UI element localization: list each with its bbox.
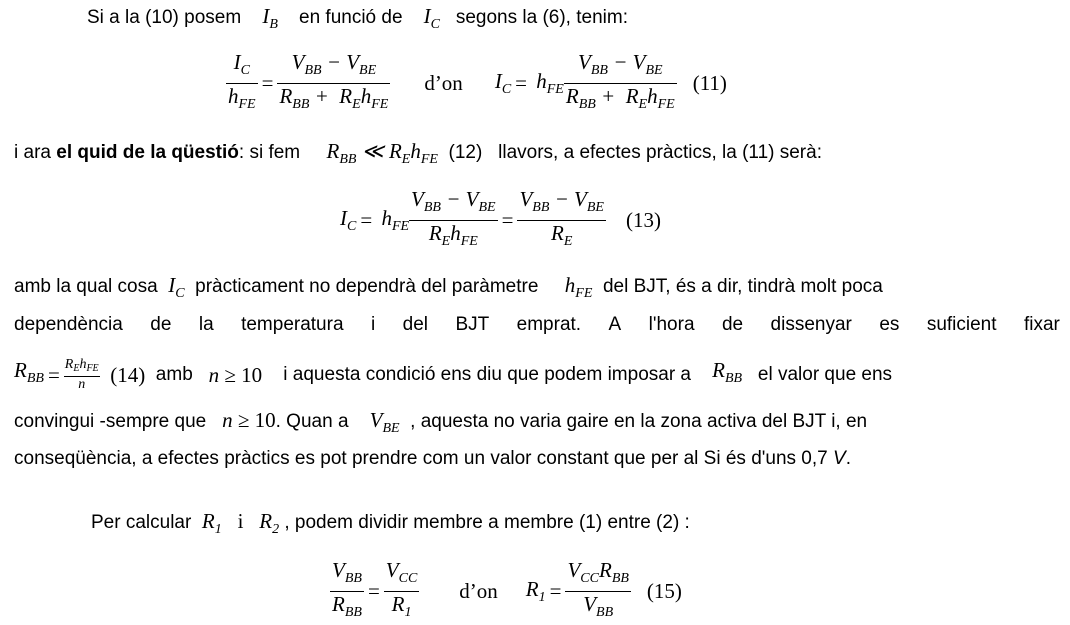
word: de bbox=[721, 314, 744, 335]
word: fixar bbox=[1023, 314, 1060, 335]
word: del bbox=[402, 314, 428, 335]
word: dissenyar bbox=[770, 314, 852, 335]
equation-tag: (11) bbox=[692, 71, 727, 95]
fraction: $\frac{V_{BB} - V_{BE}}{R_{BB} + R_Eh_{FE}}$ bbox=[279, 50, 389, 112]
equation-13: $I_C$ = $h_{FE}$ $\frac{V_{BB} - V_{BE}}{R_Eh_{FE}}$ = $\frac{V_{BB} - V_{BE}}{R_E}$ (13) bbox=[340, 187, 661, 254]
intro-line bbox=[87, 4, 628, 37]
word: la bbox=[198, 314, 214, 335]
text: segons la (6), tenim: bbox=[455, 7, 628, 28]
word: BJT bbox=[455, 314, 490, 335]
math-condition: $R_{BB}$ ≪ $R_Eh_{FE}$ bbox=[326, 139, 438, 167]
word: de bbox=[150, 314, 172, 335]
text: : si fem bbox=[238, 142, 301, 163]
equation-tag: (15) bbox=[646, 579, 682, 603]
small-fraction: $R_Eh_{FE}$ n bbox=[64, 357, 99, 392]
equation-11: $\frac{I_C}{h_{FE}}$ = $\frac{V_{BB} - V_{BE}}{R_{BB} + R_Eh_{FE}}$ d’on $I_C$ = $h_{FE}$ $\frac{V_{BB} - V_{BE}}{R_{BB} + R_Eh_{FE}}$ (11) bbox=[226, 50, 727, 117]
fraction: $\frac{V_{CC}R_{BB}}{V_{BB}}$ bbox=[567, 558, 629, 620]
word: A bbox=[608, 314, 622, 335]
fraction: $\frac{V_{BB} - V_{BE}}{R_E}$ bbox=[519, 187, 604, 249]
word: suficient bbox=[926, 314, 997, 335]
text: en funció de bbox=[299, 7, 403, 28]
quid-line bbox=[14, 139, 822, 172]
calc-line: Per calcular $R_1$ i $R_2$ , podem dividir membre a membre (1) entre (2) : bbox=[91, 509, 690, 537]
paragraph-3-line-5: conseqüència, a efectes pràctics es pot prendre com un valor constant que per al Si és d'uns 0,7 V. bbox=[14, 448, 851, 469]
text: llavors, a efectes pràctics, la (11) serà: bbox=[498, 142, 822, 163]
paragraph-3-line-2 bbox=[14, 313, 1060, 337]
word: dependència bbox=[14, 314, 123, 335]
word: l'hora bbox=[648, 314, 695, 335]
equation-tag: (12) bbox=[448, 142, 483, 163]
equation-15: $\frac{V_{BB}}{R_{BB}}$ = $\frac{V_{CC}}{R_1}$ d’on $R_1$ = $\frac{V_{CC}R_{BB}}{V_{BB}}$ (15) bbox=[330, 558, 682, 625]
don-label: d’on bbox=[424, 71, 463, 95]
fraction: $\frac{V_{CC}}{R_1}$ bbox=[385, 558, 418, 620]
word: emprat. bbox=[516, 314, 582, 335]
word: temperatura bbox=[241, 314, 344, 335]
paragraph-3 bbox=[14, 273, 1060, 306]
fraction: $\frac{V_{BB} - V_{BE}}{R_{BB} + R_Eh_{FE}}$ bbox=[565, 50, 675, 112]
fraction: $\frac{I_C}{h_{FE}}$ bbox=[228, 50, 256, 112]
paragraph-line: amb la qual cosa $I_C$ pràcticament no dependrà del paràmetre $h_{FE}$ del BJT, és a dir, tindrà molt poca bbox=[14, 273, 883, 301]
math-IB: $I_B$ bbox=[262, 4, 278, 32]
bold-text: el quid de la qüestió bbox=[56, 142, 239, 163]
text: Si a la (10) posem bbox=[87, 7, 242, 28]
fraction: $\frac{V_{BB}}{R_{BB}}$ bbox=[332, 558, 362, 620]
paragraph-3-line-4: convingui -sempre que n ≥ 10. Quan a $V_{BE}$ , aquesta no varia gaire en la zona activa del BJT i, en bbox=[14, 408, 868, 436]
don-label: d’on bbox=[459, 579, 498, 603]
fraction: $\frac{V_{BB} - V_{BE}}{R_Eh_{FE}}$ bbox=[411, 187, 496, 249]
math-IC: $I_C$ bbox=[423, 4, 440, 32]
word: i bbox=[370, 314, 376, 335]
equation-tag: (13) bbox=[625, 208, 661, 232]
text: i ara bbox=[14, 142, 51, 163]
word: es bbox=[879, 314, 900, 335]
paragraph-3-line-3: $R_{BB}$ = $R_Eh_{FE}$ n (14) amb n ≥ 10 i aquesta condició ens diu que podem imposar a $R_{BB}$ el valor que ens bbox=[14, 357, 893, 392]
